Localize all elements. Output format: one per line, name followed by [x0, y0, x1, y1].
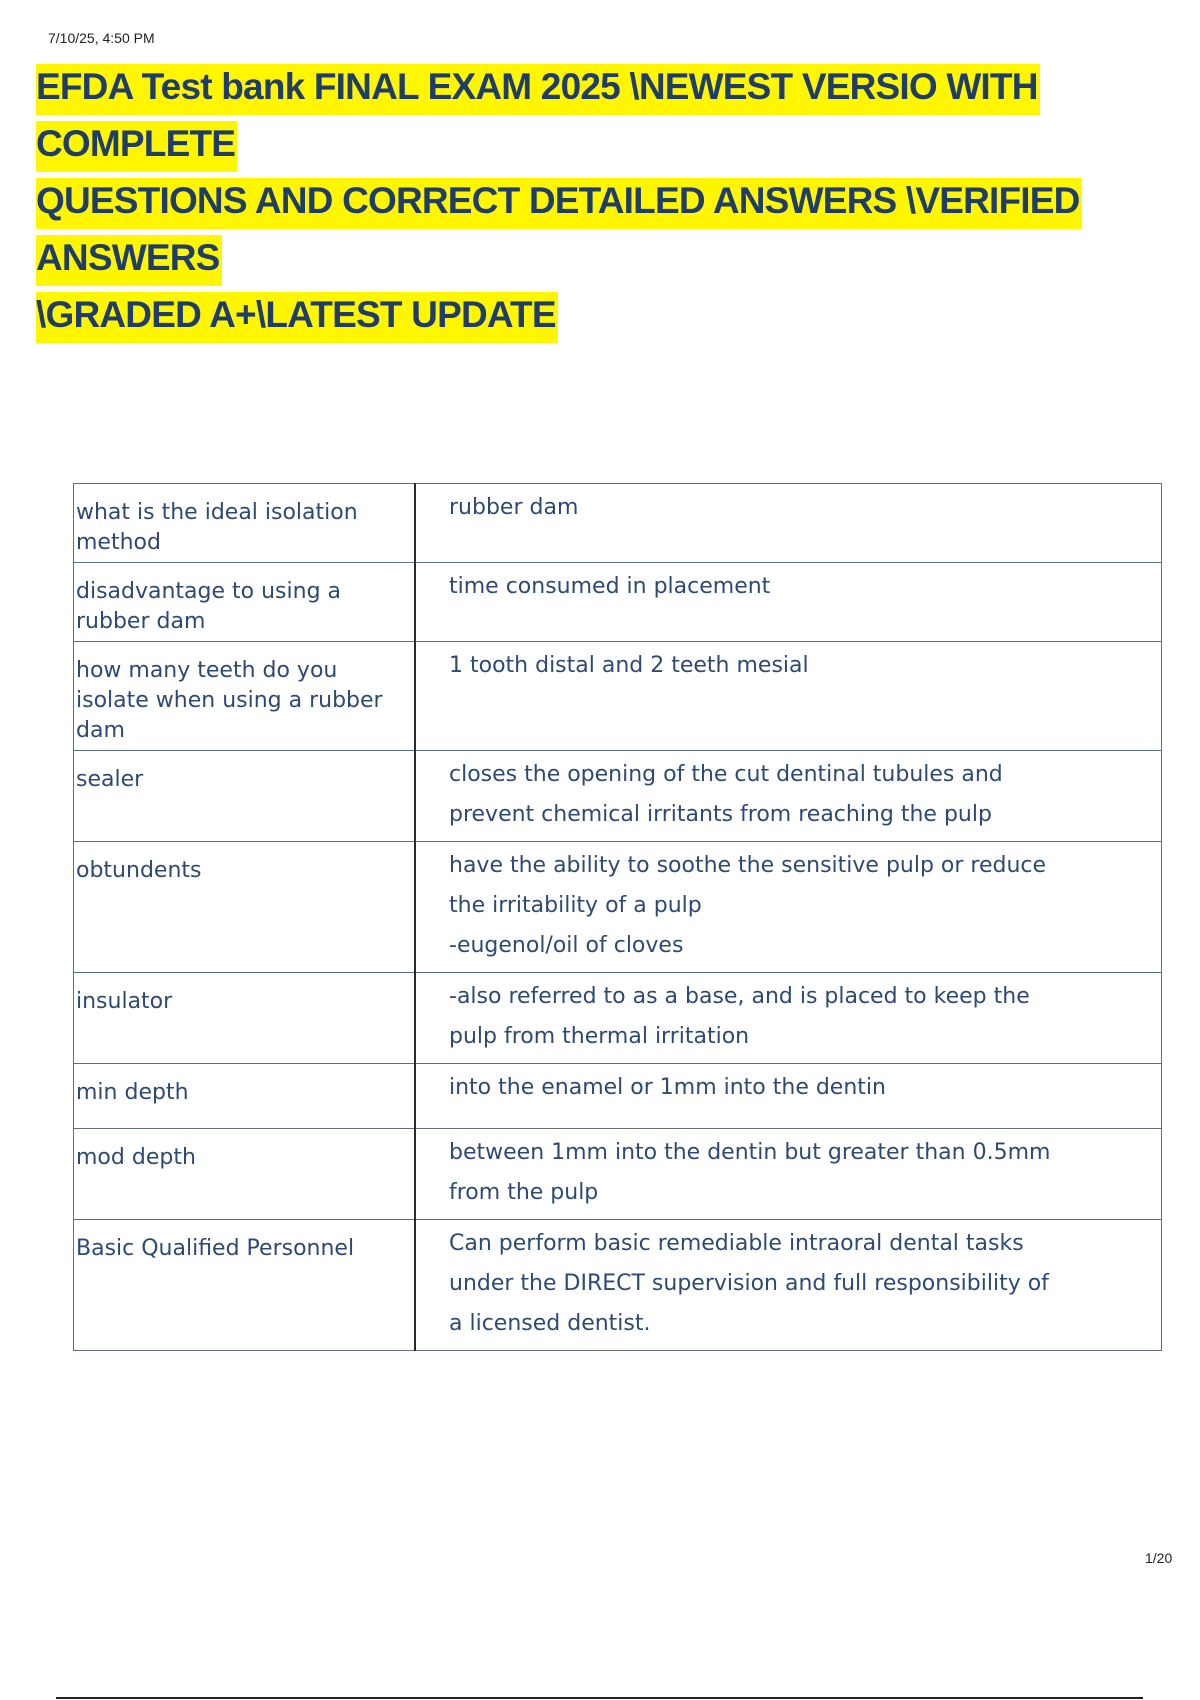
definition-line: prevent chemical irritants from reaching the pulp: [449, 802, 992, 827]
table-row: [74, 973, 1162, 1064]
definition-line: 1 tooth distal and 2 teeth mesial: [449, 653, 809, 678]
term-cell: how many teeth do you isolate when using a rubber dam: [74, 642, 416, 751]
footer-divider: [56, 1697, 1143, 1699]
definition-cell: [415, 842, 1162, 973]
definition-line: a licensed dentist.: [449, 1311, 651, 1336]
document-title: [36, 58, 1196, 343]
table-row: [74, 751, 1162, 842]
definition-cell: [415, 973, 1162, 1064]
flashcard-table: [73, 483, 1162, 1351]
term-cell: disadvantage to using a rubber dam: [74, 563, 416, 642]
table-row: [74, 642, 1162, 751]
definition-cell: [415, 751, 1162, 842]
term-cell: obtundents: [74, 842, 416, 973]
definition-line: -eugenol/oil of cloves: [449, 933, 684, 958]
table-row: [74, 842, 1162, 973]
definition-cell: [415, 563, 1162, 642]
definition-cell: [415, 1129, 1162, 1220]
table-row: [74, 484, 1162, 563]
definition-line: into the enamel or 1mm into the dentin: [449, 1075, 886, 1100]
definition-cell: [415, 1064, 1162, 1129]
definition-line: under the DIRECT supervision and full responsibility of: [449, 1271, 1049, 1296]
definition-cell: [415, 642, 1162, 751]
title-line-3: \GRADED A+\LATEST UPDATE: [36, 292, 558, 343]
term-cell: min depth: [74, 1064, 416, 1129]
definition-line: rubber dam: [449, 495, 579, 520]
definition-cell: [415, 1220, 1162, 1351]
definition-line: between 1mm into the dentin but greater than 0.5mm: [449, 1140, 1051, 1165]
definition-line: have the ability to soothe the sensitive pulp or reduce: [449, 853, 1047, 878]
term-cell: Basic Qualified Personnel: [74, 1220, 416, 1351]
definition-line: the irritability of a pulp: [449, 893, 702, 918]
title-line-1: EFDA Test bank FINAL EXAM 2025 \NEWEST VERSIO WITH COMPLETE: [36, 64, 1040, 172]
definition-cell: [415, 484, 1162, 563]
table-row: [74, 1064, 1162, 1129]
flashcard-table-body: [74, 484, 1162, 1351]
table-row: [74, 563, 1162, 642]
print-timestamp: 7/10/25, 4:50 PM: [48, 30, 155, 46]
definition-line: from the pulp: [449, 1180, 599, 1205]
definition-line: time consumed in placement: [449, 574, 771, 599]
term-cell: what is the ideal isolation method: [74, 484, 416, 563]
definition-line: -also referred to as a base, and is placed to keep the: [449, 984, 1030, 1009]
term-cell: sealer: [74, 751, 416, 842]
definition-line: closes the opening of the cut dentinal tubules and: [449, 762, 1003, 787]
table-row: [74, 1220, 1162, 1351]
title-line-2: QUESTIONS AND CORRECT DETAILED ANSWERS \VERIFIED ANSWERS: [36, 178, 1082, 286]
table-row: [74, 1129, 1162, 1220]
definition-line: pulp from thermal irritation: [449, 1024, 750, 1049]
definition-line: Can perform basic remediable intraoral dental tasks: [449, 1231, 1024, 1256]
page-number: 1/20: [1145, 1550, 1173, 1566]
term-cell: insulator: [74, 973, 416, 1064]
term-cell: mod depth: [74, 1129, 416, 1220]
